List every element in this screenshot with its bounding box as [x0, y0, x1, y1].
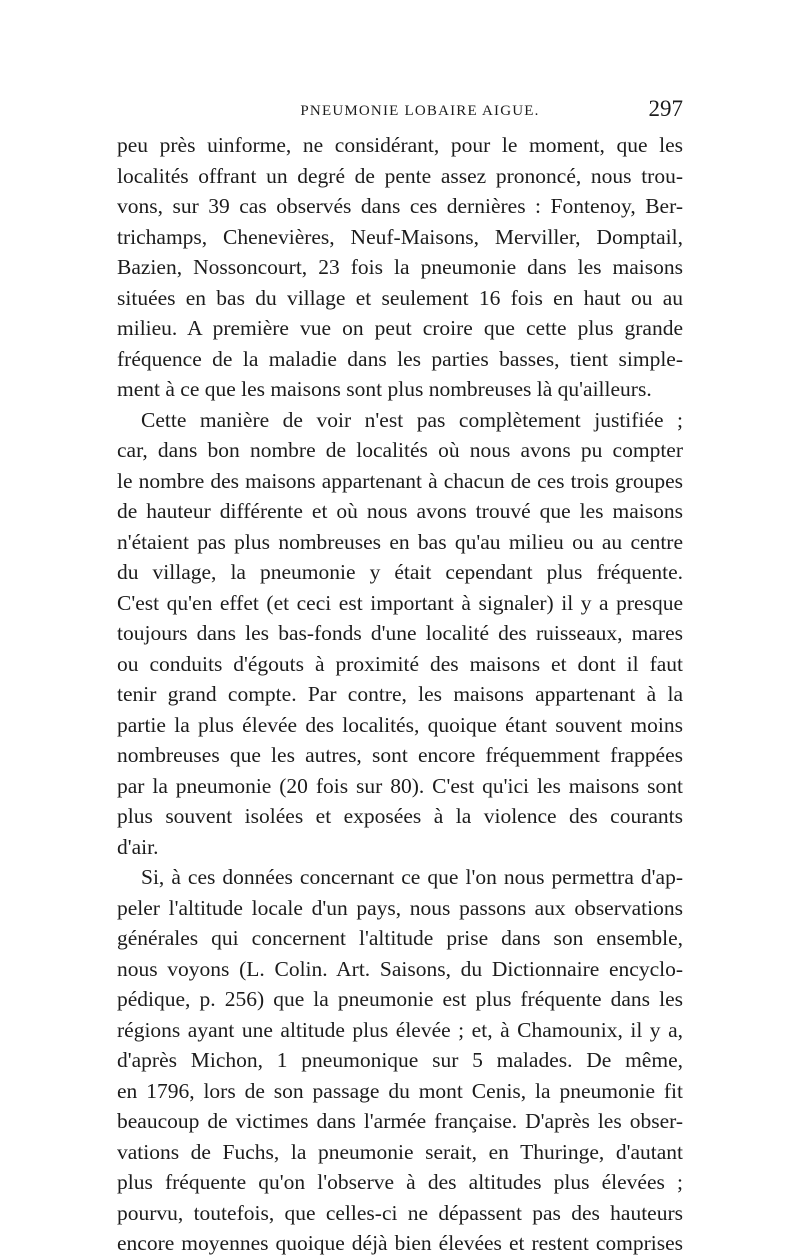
- text-line: de hauteur différente et où nous avons trouvé que les maisons: [117, 499, 683, 523]
- text-line: car, dans bon nombre de localités où nous avons pu compter: [117, 438, 683, 462]
- text-line: ou conduits d'égouts à proximité des maisons et dont il faut: [117, 651, 683, 676]
- text-line: Cette manière de voir n'est pas complètement justifiée ;: [141, 407, 683, 432]
- text-line: du village, la pneumonie y était cependant plus fréquente.: [117, 560, 683, 584]
- text-line: encore moyennes quoique déjà bien élevées et restent comprises: [117, 1231, 683, 1255]
- body-text: [117, 130, 683, 1259]
- page-number: 297: [648, 96, 683, 121]
- text-line: ment à ce que les maisons sont plus nombreuses là qu'ailleurs.: [117, 377, 652, 401]
- text-line: d'après Michon, 1 pneumonique sur 5 malades. De même,: [117, 1048, 683, 1072]
- text-line: en 1796, lors de son passage du mont Cenis, la pneumonie fit: [117, 1078, 683, 1103]
- text-line: trichamps, Chenevières, Neuf-Maisons, Merviller, Domptail,: [117, 224, 683, 249]
- text-line: localités offrant un degré de pente assez prononcé, nous trou-: [117, 163, 683, 188]
- text-line: peu près uinforme, ne considérant, pour le moment, que les: [117, 133, 683, 157]
- text-line: plus souvent isolées et exposées à la violence des courants: [117, 804, 683, 828]
- text-line: fréquence de la maladie dans les parties basses, tient simple-: [117, 346, 683, 371]
- text-line: pédique, p. 256) que la pneumonie est plus fréquente dans les: [117, 987, 683, 1011]
- text-line: toujours dans les bas-fonds d'une localité des ruisseaux, mares: [117, 621, 683, 645]
- running-title: PNEUMONIE LOBAIRE AIGUE.: [300, 103, 540, 119]
- text-line: partie la plus élevée des localités, quoique étant souvent moins: [117, 712, 683, 737]
- text-line: régions ayant une altitude plus élevée ; et, à Chamounix, il y a,: [117, 1017, 683, 1042]
- text-line: n'étaient pas plus nombreuses en bas qu'au milieu ou au centre: [117, 529, 683, 554]
- text-line: peler l'altitude locale d'un pays, nous passons aux observations: [117, 895, 683, 920]
- text-line: vations de Fuchs, la pneumonie serait, en Thuringe, d'autant: [117, 1139, 683, 1164]
- text-line: situées en bas du village et seulement 16 fois en haut ou au: [117, 285, 683, 310]
- text-line: beaucoup de victimes dans l'armée française. D'après les obser-: [117, 1109, 683, 1133]
- text-line: plus fréquente qu'on l'observe à des altitudes plus élevées ;: [117, 1170, 683, 1194]
- running-head: [117, 96, 683, 123]
- text-line: nombreuses que les autres, sont encore fréquemment frappées: [117, 743, 683, 767]
- text-line: d'air.: [117, 834, 159, 859]
- text-line: le nombre des maisons appartenant à chacun de ces trois groupes: [117, 468, 683, 493]
- text-line: vons, sur 39 cas observés dans ces dernières : Fontenoy, Ber-: [117, 194, 683, 218]
- text-line: par la pneumonie (20 fois sur 80). C'est qu'ici les maisons sont: [117, 773, 683, 798]
- text-line: nous voyons (L. Colin. Art. Saisons, du Dictionnaire encyclo-: [117, 956, 683, 981]
- text-line: C'est qu'en effet (et ceci est important à signaler) il y a presque: [117, 590, 683, 615]
- text-line: Bazien, Nossoncourt, 23 fois la pneumonie dans les maisons: [117, 255, 683, 279]
- text-line: tenir grand compte. Par contre, les maisons appartenant à la: [117, 682, 683, 706]
- text-line: milieu. A première vue on peut croire que cette plus grande: [117, 316, 683, 340]
- text-line: Si, à ces données concernant ce que l'on nous permettra d'ap-: [141, 865, 683, 889]
- text-line: générales qui concernent l'altitude prise dans son ensemble,: [117, 926, 683, 950]
- text-line: pourvu, toutefois, que celles-ci ne dépassent pas des hauteurs: [117, 1200, 683, 1225]
